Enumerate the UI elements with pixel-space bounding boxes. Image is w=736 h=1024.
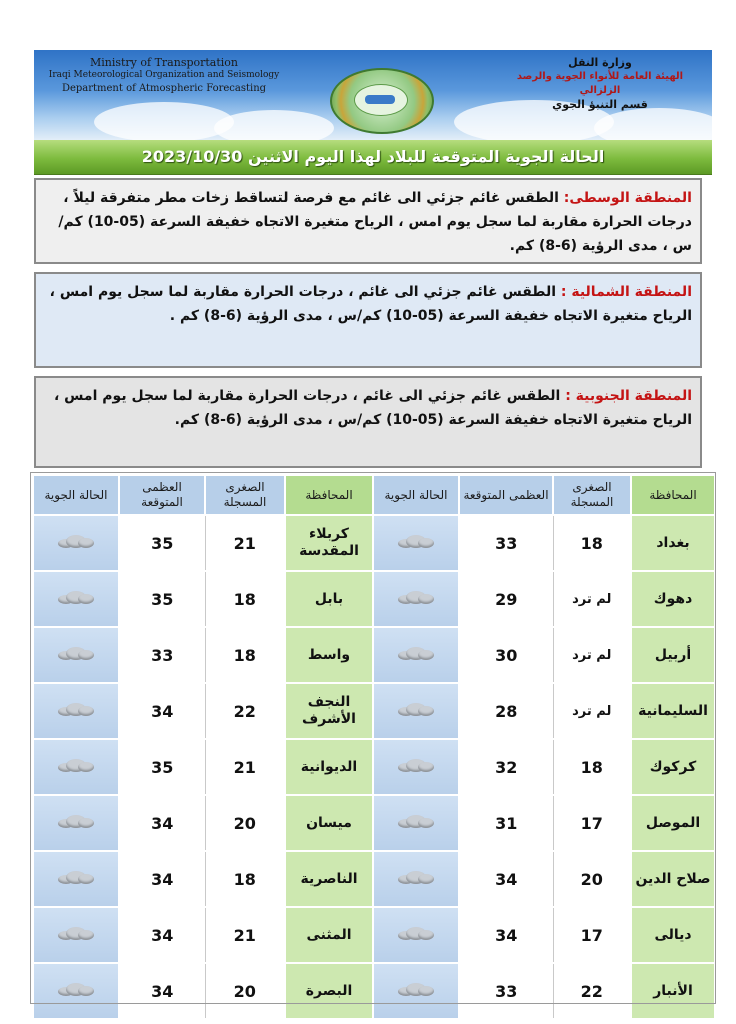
forecast-table: [32, 474, 716, 1020]
min-temp-cell: لم ترد: [553, 571, 631, 627]
organization-name-ar: الهيئة العامة للأنواء الجوية والرصد الزلزالي: [516, 71, 684, 96]
governorate-cell: بابل: [285, 571, 373, 627]
department-name-ar: قسم التنبؤ الجوي: [552, 98, 648, 111]
partly-cloudy-icon: [56, 981, 96, 997]
min-temp-cell: 20: [205, 963, 285, 1019]
max-temp-cell: 32: [459, 739, 553, 795]
banner-cloud: [594, 108, 712, 140]
min-temp-cell: 17: [553, 907, 631, 963]
table-row: [33, 795, 715, 851]
min-temp-cell: 21: [205, 907, 285, 963]
partly-cloudy-icon: [396, 813, 436, 829]
header-max: العظمى المتوقعة: [459, 475, 553, 515]
weather-cell: [373, 571, 459, 627]
table-row: [33, 739, 715, 795]
partly-cloudy-icon: [56, 813, 96, 829]
weather-cell: [33, 795, 119, 851]
region-label: المنطقة الجنوبية :: [565, 388, 692, 404]
min-temp-cell: 22: [553, 963, 631, 1019]
governorate-cell: بغداد: [631, 515, 715, 571]
table-row: [33, 907, 715, 963]
max-temp-cell: 34: [119, 851, 205, 907]
min-temp-cell: 22: [205, 683, 285, 739]
table-row: [33, 963, 715, 1019]
header-min: الصغرى المسجلة: [205, 475, 285, 515]
weather-cell: [373, 851, 459, 907]
governorate-cell: صلاح الدين: [631, 851, 715, 907]
governorate-cell: واسط: [285, 627, 373, 683]
max-temp-cell: 33: [459, 515, 553, 571]
governorate-cell: الناصرية: [285, 851, 373, 907]
organization-logo: [330, 68, 434, 134]
min-temp-cell: 21: [205, 515, 285, 571]
max-temp-cell: 34: [119, 963, 205, 1019]
table-row: [33, 571, 715, 627]
partly-cloudy-icon: [396, 757, 436, 773]
max-temp-cell: 31: [459, 795, 553, 851]
header-weather: الحالة الجوية: [373, 475, 459, 515]
min-temp-cell: 18: [553, 739, 631, 795]
table-row: [33, 515, 715, 571]
weather-cell: [33, 963, 119, 1019]
header-min: الصغرى المسجلة: [553, 475, 631, 515]
header-governorate: المحافظة: [285, 475, 373, 515]
max-temp-cell: 34: [119, 683, 205, 739]
min-temp-cell: لم ترد: [553, 683, 631, 739]
min-temp-cell: 18: [553, 515, 631, 571]
partly-cloudy-icon: [56, 589, 96, 605]
max-temp-cell: 35: [119, 739, 205, 795]
region-text: الطقس غائم جزئي الى غائم ، درجات الحرارة مقاربة لما سجل يوم امس ، الرياح متغيرة الاتجاه خفيفة السرعة (05-10) كم/س ، مدى الرؤية (6-8) كم.: [53, 388, 692, 428]
governorate-cell: ميسان: [285, 795, 373, 851]
ministry-english-heading: [44, 56, 284, 95]
governorate-cell: كربلاء المقدسة: [285, 515, 373, 571]
weather-cell: [33, 907, 119, 963]
organization-name-en: Iraqi Meteorological Organization and Seismology: [48, 70, 280, 80]
header-max: العظمى المتوقعة: [119, 475, 205, 515]
banner-cloud: [214, 110, 334, 140]
partly-cloudy-icon: [396, 981, 436, 997]
weather-cell: [373, 515, 459, 571]
min-temp-cell: 18: [205, 627, 285, 683]
table-header-row: [33, 475, 715, 515]
department-name-en: Department of Atmospheric Forecasting: [61, 83, 267, 94]
max-temp-cell: 34: [459, 907, 553, 963]
min-temp-cell: 20: [553, 851, 631, 907]
ministry-name-en: Ministry of Transportation: [89, 56, 239, 69]
governorate-cell: دهوك: [631, 571, 715, 627]
region-text: الطقس غائم جزئي الى غائم ، درجات الحرارة مقاربة لما سجل يوم امس ، الرياح متغيرة الاتجاه خفيفة السرعة (05-10) كم/س ، مدى الرؤية (6-8) كم .: [49, 284, 692, 324]
max-temp-cell: 28: [459, 683, 553, 739]
ministry-name-ar: وزارة النقل: [568, 56, 632, 69]
partly-cloudy-icon: [56, 645, 96, 661]
partly-cloudy-icon: [56, 701, 96, 717]
max-temp-cell: 33: [459, 963, 553, 1019]
partly-cloudy-icon: [56, 757, 96, 773]
governorate-cell: الأنبار: [631, 963, 715, 1019]
weather-cell: [373, 627, 459, 683]
partly-cloudy-icon: [396, 533, 436, 549]
weather-cell: [33, 851, 119, 907]
banner-cloud: [94, 102, 234, 140]
partly-cloudy-icon: [56, 869, 96, 885]
governorate-cell: الموصل: [631, 795, 715, 851]
region-central: [34, 178, 702, 264]
max-temp-cell: 33: [119, 627, 205, 683]
weather-cell: [373, 963, 459, 1019]
region-north: [34, 272, 702, 368]
weather-cell: [33, 739, 119, 795]
partly-cloudy-icon: [396, 645, 436, 661]
governorate-cell: المثنى: [285, 907, 373, 963]
max-temp-cell: 35: [119, 571, 205, 627]
partly-cloudy-icon: [396, 701, 436, 717]
partly-cloudy-icon: [56, 533, 96, 549]
header-governorate: المحافظة: [631, 475, 715, 515]
weather-cell: [33, 683, 119, 739]
weather-cell: [373, 907, 459, 963]
max-temp-cell: 29: [459, 571, 553, 627]
governorate-cell: أربيل: [631, 627, 715, 683]
partly-cloudy-icon: [396, 589, 436, 605]
region-label: المنطقة الشمالية :: [560, 284, 692, 300]
ministry-arabic-heading: [500, 56, 700, 112]
partly-cloudy-icon: [396, 925, 436, 941]
governorate-cell: النجف الأشرف: [285, 683, 373, 739]
max-temp-cell: 34: [459, 851, 553, 907]
weather-cell: [373, 683, 459, 739]
max-temp-cell: 34: [119, 907, 205, 963]
weather-cell: [33, 571, 119, 627]
max-temp-cell: 34: [119, 795, 205, 851]
min-temp-cell: 18: [205, 571, 285, 627]
max-temp-cell: 30: [459, 627, 553, 683]
region-text: الطقس غائم جزئي الى غائم مع فرصة لتساقط زخات مطر متفرقة ليلاً ، درجات الحرارة مقاربة لما سجل يوم امس ، الرياح متغيرة الاتجاه خفيفة السرعة (05-10) كم/س ، مدى الرؤية (6-8) كم.: [58, 190, 692, 254]
partly-cloudy-icon: [56, 925, 96, 941]
forecast-title-bar: [34, 140, 712, 175]
min-temp-cell: لم ترد: [553, 627, 631, 683]
table-row: [33, 683, 715, 739]
page-title: الحالة الجوية المتوقعة للبلاد لهذا اليوم الاثنين 2023/10/30: [141, 147, 605, 166]
weather-cell: [33, 515, 119, 571]
governorate-cell: الديوانية: [285, 739, 373, 795]
min-temp-cell: 21: [205, 739, 285, 795]
region-south: [34, 376, 702, 468]
weather-cell: [373, 739, 459, 795]
min-temp-cell: 20: [205, 795, 285, 851]
min-temp-cell: 17: [553, 795, 631, 851]
governorate-cell: كركوك: [631, 739, 715, 795]
min-temp-cell: 18: [205, 851, 285, 907]
weather-cell: [33, 627, 119, 683]
header-weather: الحالة الجوية: [33, 475, 119, 515]
governorate-cell: ديالى: [631, 907, 715, 963]
table-row: [33, 627, 715, 683]
weather-cell: [373, 795, 459, 851]
max-temp-cell: 35: [119, 515, 205, 571]
governorate-cell: البصرة: [285, 963, 373, 1019]
region-label: المنطقة الوسطى:: [563, 190, 692, 206]
table-row: [33, 851, 715, 907]
header-banner: [34, 50, 712, 140]
partly-cloudy-icon: [396, 869, 436, 885]
governorate-cell: السليمانية: [631, 683, 715, 739]
